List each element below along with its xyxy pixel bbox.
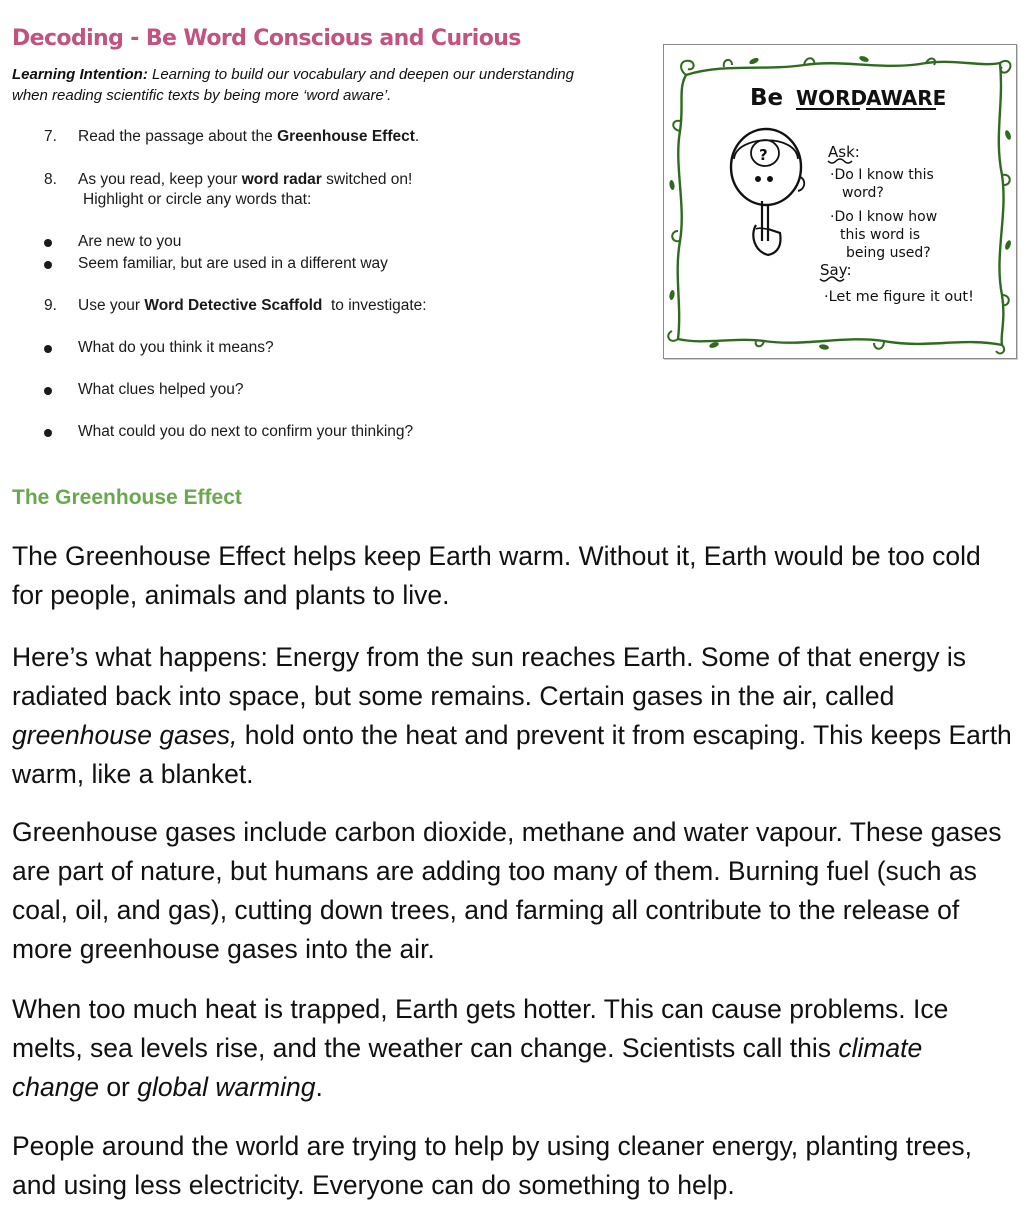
paragraph-4: When too much heat is trapped, Earth gets hotter. This can cause problems. Ice melts, sea levels rise, and the weather can change. Scientists call this climate change or global warming. (12, 994, 949, 1102)
illustration-title-aware: AWARE (866, 86, 947, 110)
word-aware-drawing (664, 45, 1016, 358)
learning-intention-label: Learning Intention: (12, 66, 148, 83)
bullet-icon (44, 239, 52, 247)
ask-label: Ask: (828, 143, 860, 161)
learning-intention-text: Learning to build our vocabulary and deepen our understanding when reading scientific texts by being more ‘word aware’. (12, 66, 574, 104)
learning-intention (12, 64, 612, 106)
bullet-icon (44, 387, 52, 395)
illustration-title-word: WORD (796, 86, 868, 110)
word-aware-illustration (663, 44, 1017, 359)
list-number: 7. (44, 128, 57, 145)
illustration-title-be: Be (750, 85, 784, 111)
question-mark: ? (759, 146, 768, 164)
paragraph-2: Here’s what happens: Energy from the sun reaches Earth. Some of that energy is radiated back into space, but some remains. Certain gases in the air, called greenhouse gases, hold onto the heat and prevent it from escaping. This keeps Earth warm, like a blanket. (12, 642, 1012, 789)
article-heading: The Greenhouse Effect (12, 486, 242, 509)
instruction-text: As you read, keep your word radar switched on! (78, 171, 413, 188)
bullet-text: What clues helped you? (78, 381, 244, 398)
paragraph-1: The Greenhouse Effect helps keep Earth warm. Without it, Earth would be too cold for people, animals and plants to live. (12, 541, 981, 610)
paragraph-3: Greenhouse gases include carbon dioxide, methane and water vapour. These gases are part of nature, but humans are adding too many of them. Burning fuel (such as coal, oil, and gas), cutting down trees, and farming all contribute to the release of more greenhouse gases into the air. (12, 817, 1002, 964)
bullet-text: What could you do next to confirm your thinking? (78, 423, 414, 440)
instruction-text: Read the passage about the Greenhouse Effect. (78, 128, 420, 145)
bullet-text: Seem familiar, but are used in a different way (78, 255, 388, 272)
bullet-icon (44, 429, 52, 437)
bullet-icon (44, 261, 52, 269)
ask-item-1: ·Do I know this word? (830, 167, 934, 201)
paragraph-5: People around the world are trying to help by using cleaner energy, planting trees, and using less electricity. Everyone can do something to help. (12, 1131, 972, 1200)
bullet-text: Are new to you (78, 233, 182, 250)
page-title: Decoding - Be Word Conscious and Curious (12, 26, 521, 51)
instruction-text: Highlight or circle any words that: (83, 191, 312, 208)
bullet-icon (44, 345, 52, 353)
ask-item-2: ·Do I know how this word is being used? (830, 209, 938, 261)
bullet-text: What do you think it means? (78, 339, 274, 356)
say-item: ·Let me figure it out! (824, 289, 974, 305)
list-number: 9. (44, 297, 57, 314)
instruction-text: Use your Word Detective Scaffold to investigate: (78, 297, 427, 314)
list-number: 8. (44, 171, 57, 188)
say-label: Say: (820, 261, 852, 279)
